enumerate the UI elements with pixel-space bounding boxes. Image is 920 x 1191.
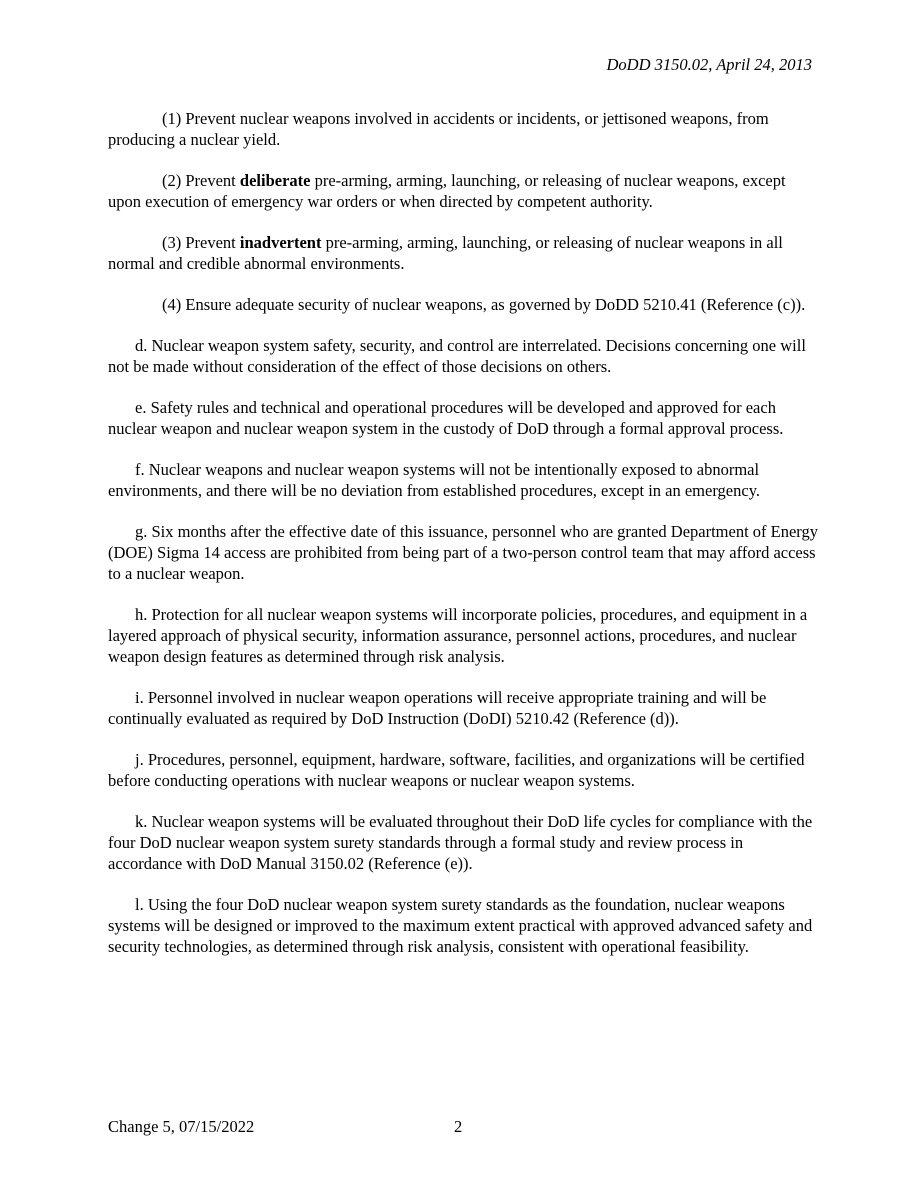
subitem-3: (3) Prevent inadvertent pre-arming, arming, launching, or releasing of nuclear weapons in all normal and credible abnormal environments. <box>108 233 783 273</box>
subitem-4: (4) Ensure adequate security of nuclear weapons, as governed by DoDD 5210.41 (Reference (c)). <box>162 295 806 314</box>
item-f: f. Nuclear weapons and nuclear weapon systems will not be intentionally exposed to abnormal environments, and there will be no deviation from established procedures, except in an emergency. <box>108 460 760 500</box>
item-k: k. Nuclear weapon systems will be evaluated throughout their DoD life cycles for compliance with the four DoD nuclear weapon system surety standards through a formal study and review process in accordance with DoD Manual 3150.02 (Reference (e)). <box>108 812 813 873</box>
document-header: DoDD 3150.02, April 24, 2013 <box>606 55 812 74</box>
item-l: l. Using the four DoD nuclear weapon system surety standards as the foundation, nuclear weapons systems will be designed or improved to the maximum extent practical with approved advanced safety and security technologies, as determined through risk analysis, consistent with operational feasibility. <box>108 895 813 956</box>
item-g: g. Six months after the effective date of this issuance, personnel who are granted Department of Energy (DOE) Sigma 14 access are prohibited from being part of a two-person control team that may afford access to a nuclear weapon. <box>108 522 819 583</box>
subitem-1: (1) Prevent nuclear weapons involved in accidents or incidents, or jettisoned weapons, from producing a nuclear yield. <box>108 109 769 149</box>
change-note: Change 5, 07/15/2022 <box>108 1117 255 1136</box>
item-d: d. Nuclear weapon system safety, security, and control are interrelated. Decisions concerning one will not be made without consideration of the effect of those decisions on others. <box>108 336 806 376</box>
item-h: h. Protection for all nuclear weapon systems will incorporate policies, procedures, and equipment in a layered approach of physical security, information assurance, personnel actions, procedures, and nuclear weapon design features as determined through risk analysis. <box>108 605 808 666</box>
item-i: i. Personnel involved in nuclear weapon operations will receive appropriate training and will be continually evaluated as required by DoD Instruction (DoDI) 5210.42 (Reference (d)). <box>108 688 767 728</box>
item-e: e. Safety rules and technical and operational procedures will be developed and approved for each nuclear weapon and nuclear weapon system in the custody of DoD through a formal approval process. <box>108 398 784 438</box>
document-footer <box>108 1117 818 1137</box>
subitem-2: (2) Prevent deliberate pre-arming, arming, launching, or releasing of nuclear weapons, except upon execution of emergency war orders or when directed by competent authority. <box>108 171 786 211</box>
item-j: j. Procedures, personnel, equipment, hardware, software, facilities, and organizations will be certified before conducting operations with nuclear weapons or nuclear weapon systems. <box>108 750 805 790</box>
page-number: 2 <box>454 1117 463 1136</box>
emphasis-deliberate: deliberate <box>239 171 311 190</box>
emphasis-inadvertent: inadvertent <box>239 233 322 252</box>
document-body <box>108 108 818 977</box>
